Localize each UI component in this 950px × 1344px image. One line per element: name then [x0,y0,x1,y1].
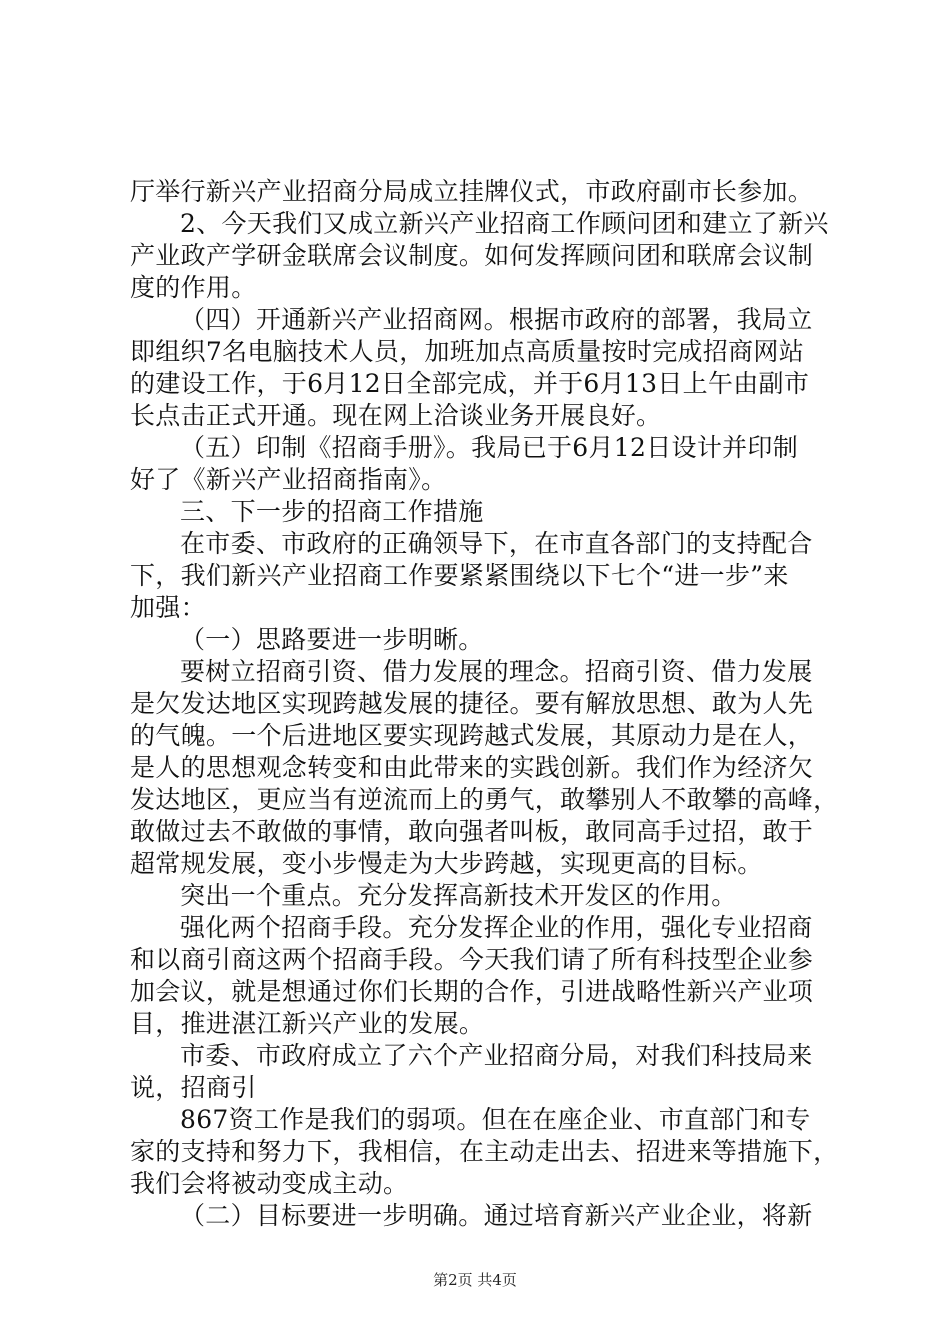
body-line-16: 要树立招商引资、借力发展的理念。招商引资、借力发展 [180,657,813,686]
body-line-17: 是欠发达地区实现跨越发展的捷径。要有解放思想、敢为人先 [130,689,814,718]
body-line-7: 的建设工作，于6月12日全部完成，并于6月13日上午由副市 [130,369,810,398]
page-number-footer: 第2页 共4页 [433,1271,517,1289]
body-line-21: 敢做过去不敢做的事情，敢向强者叫板，敢同高手过招，敢于 [130,817,814,846]
body-line-8: 长点击正式开通。现在网上洽谈业务开展良好。 [130,401,662,430]
body-line-23: 突出一个重点。充分发挥高新技术开发区的作用。 [180,881,737,910]
body-line-5: （四）开通新兴产业招商网。根据市政府的部署，我局立 [180,305,813,334]
body-line-28: 市委、市政府成立了六个产业招商分局，对我们科技局来 [180,1041,813,1070]
body-line-13: 下，我们新兴产业招商工作要紧紧围绕以下七个“进一步”来 [130,561,789,590]
body-line-6: 即组织7名电脑技术人员，加班加点高质量按时完成招商网站 [130,337,805,366]
body-line-26: 加会议，就是想通过你们长期的合作，引进战略性新兴产业项 [130,977,814,1006]
body-line-14: 加强： [130,593,206,622]
body-line-29: 说，招商引 [130,1073,257,1102]
body-line-10: 好了《新兴产业招商指南》。 [130,465,447,494]
body-line-30: 867资工作是我们的弱项。但在在座企业、市直部门和专 [180,1105,811,1134]
subheading-1: （一）思路要进一步明晰。 [180,625,484,654]
body-line-33: （二）目标要进一步明确。通过培育新兴产业企业，将新 [180,1201,813,1230]
body-line-1: 厅举行新兴产业招商分局成立挂牌仪式，市政府副市长参加。 [130,177,814,206]
body-line-31: 家的支持和努力下，我相信，在主动走出去、招进来等措施下， [130,1137,839,1166]
body-line-12: 在市委、市政府的正确领导下，在市直各部门的支持配合 [180,529,813,558]
body-line-2: 2、今天我们又成立新兴产业招商工作顾问团和建立了新兴 [180,209,829,238]
body-line-27: 目，推进湛江新兴产业的发展。 [130,1009,485,1038]
body-line-22: 超常规发展，变小步慢走为大步跨越，实现更高的目标。 [130,849,763,878]
body-line-24: 强化两个招商手段。充分发挥企业的作用，强化专业招商 [180,913,813,942]
body-line-19: 是人的思想观念转变和由此带来的实践创新。我们作为经济欠 [130,753,814,782]
body-line-20: 发达地区，更应当有逆流而上的勇气，敢攀别人不敢攀的高峰， [130,785,839,814]
body-line-4: 度的作用。 [130,273,257,302]
body-line-32: 我们会将被动变成主动。 [130,1169,409,1198]
section-heading-3: 三、下一步的招商工作措施 [180,497,484,526]
body-line-18: 的气魄。一个后进地区要实现跨越式发展，其原动力是在人， [130,721,814,750]
body-line-3: 产业政产学研金联席会议制度。如何发挥顾问团和联席会议制 [130,241,814,270]
body-line-25: 和以商引商这两个招商手段。今天我们请了所有科技型企业参 [130,945,814,974]
body-line-9: （五）印制《招商手册》。我局已于6月12日设计并印制 [180,433,799,462]
